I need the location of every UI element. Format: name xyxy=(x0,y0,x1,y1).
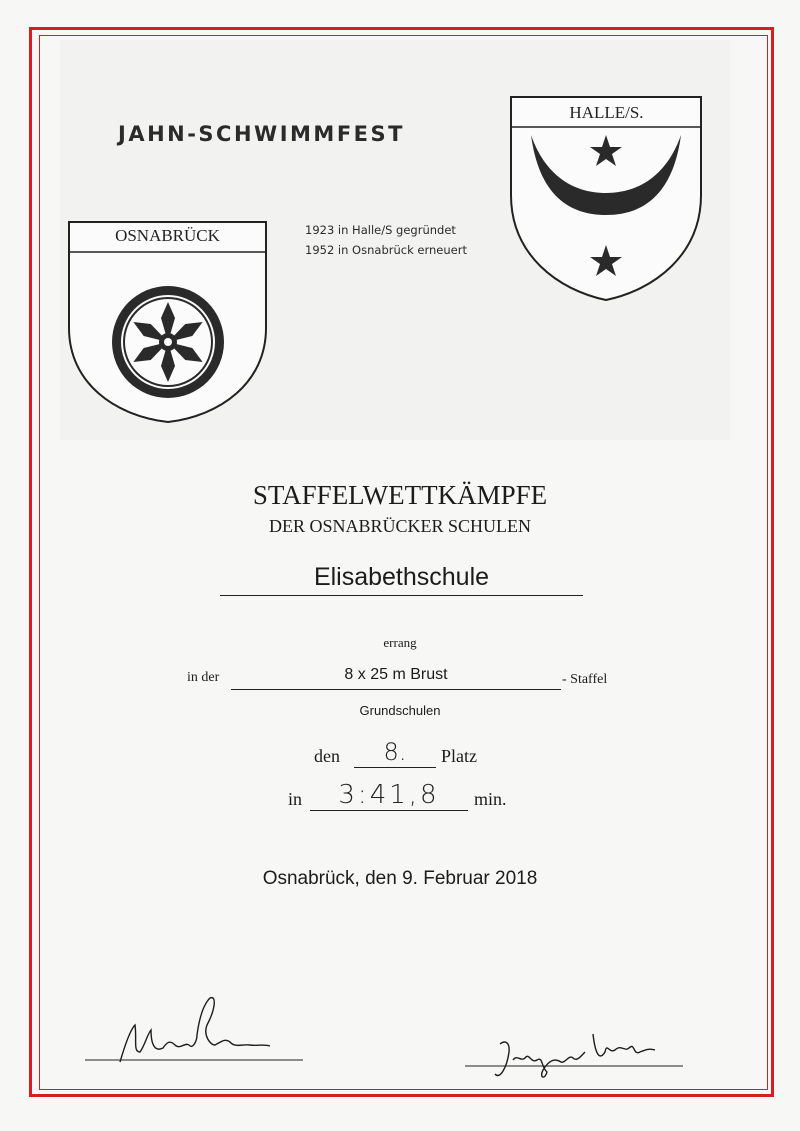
founded-line-1: 1923 in Halle/S gegründet xyxy=(305,223,456,237)
den-label: den xyxy=(314,746,340,766)
certificate-subheading: DER OSNABRÜCKER SCHULEN xyxy=(268,516,532,536)
errang-label: errang xyxy=(383,635,417,650)
time-value: 3:41,8 xyxy=(338,780,440,810)
halle-coat-of-arms-icon xyxy=(509,95,704,305)
founding-info xyxy=(305,220,467,260)
certificate-heading: STAFFELWETTKÄMPFE xyxy=(252,480,548,510)
platz-label: Platz xyxy=(441,746,477,766)
event-underline xyxy=(231,689,561,690)
left-signature-image xyxy=(85,990,305,1070)
school-underline xyxy=(220,595,583,596)
place-underline xyxy=(354,767,436,768)
event-title: JAHN-SCHWIMMFEST xyxy=(118,122,405,146)
in-label: in xyxy=(288,789,303,809)
halle-shield-label: HALLE/S. xyxy=(569,103,644,122)
event-name: 8 x 25 m Brust xyxy=(344,666,448,683)
osnabrueck-shield-label: OSNABRÜCK xyxy=(115,226,220,245)
category-label: Grundschulen xyxy=(359,703,441,718)
osnabrueck-coat-of-arms-icon xyxy=(65,218,275,428)
right-signature-image xyxy=(465,1022,685,1092)
in-der-label: in der xyxy=(187,670,220,685)
place-and-date: Osnabrück, den 9. Februar 2018 xyxy=(262,868,538,889)
place-value: 8. xyxy=(383,738,407,766)
founded-line-2: 1952 in Osnabrück erneuert xyxy=(305,243,467,257)
school-name: Elisabethschule xyxy=(313,563,490,591)
time-underline xyxy=(310,810,468,811)
staffel-label: - Staffel xyxy=(562,672,608,687)
min-label: min. xyxy=(474,789,507,809)
